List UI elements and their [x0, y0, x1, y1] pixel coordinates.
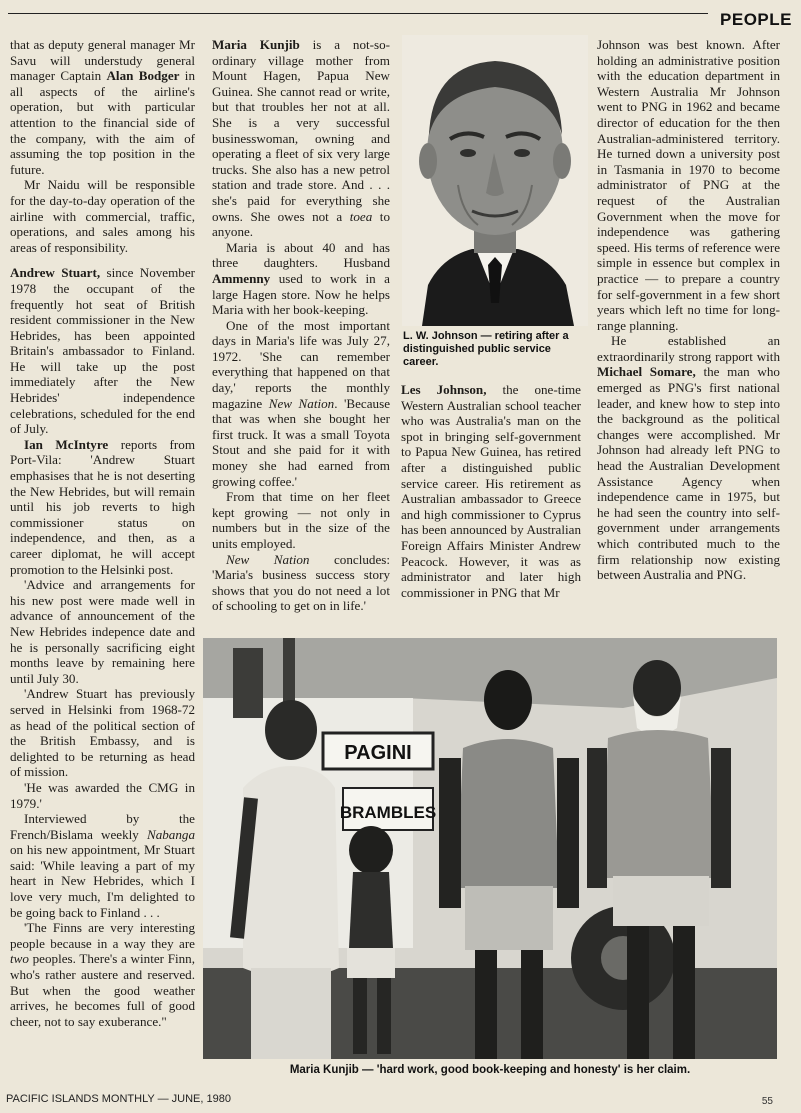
person-name: Alan Bodger [106, 68, 180, 84]
column-3 [401, 382, 581, 626]
person-name: Maria Kunjib [212, 37, 300, 52]
paragraph: 'He was awarded the CMG in 1979.' [10, 779, 195, 811]
person-name: Ian McIntyre [24, 436, 109, 452]
paragraph: Maria Kunjib is a not-so-ordinary village mother from Mount Hagen, Papua New Guinea. She cannot read or write, but that troubles her not at all. She is a very successful businesswoman, owning and operating a fleet of six very large trucks. She also has a new petrol station and trade store. And . . . she's paid for everything she owns. She owes not a toea to anyone. [212, 37, 390, 240]
paragraph: From that time on her fleet kept growing — not only in numbers but in the size of the units employed. [212, 489, 390, 551]
publication-name: New Nation [226, 551, 310, 567]
paragraph: 'The Finns are very interesting people because in a way they are two peoples. There's a winter Finn, who's rather austere and reserved. But when the good weather arrives, he becomes full of good cheer, not to say exuberance." [10, 920, 195, 1029]
column-2 [212, 37, 390, 623]
column-1 [10, 37, 195, 1072]
paragraph: New Nation concludes: 'Maria's business success story shows that you do not need a lot of schooling to get on in life.' [212, 551, 390, 614]
group-photo-illustration [203, 638, 777, 1059]
paragraph: Andrew Stuart, since November 1978 the occupant of the frequently hot seat of British resident commissioner in the New Hebrides, has been appointed Britain's ambassador to Finland. He will take up the post immediately after the New Hebrides' independence celebrations, scheduled for the end of July. [10, 265, 195, 437]
person-name: Les Johnson, [401, 382, 487, 397]
portrait-caption: L. W. Johnson — retiring after a distinguished public service career. [403, 330, 569, 368]
paragraph: He established an extraordinarily strong rapport with Michael Somare, the man who emerged as PNG's first national leader, and knew how to step into the background as the political changes were accomplished. Mr Johnson had already left PNG to head the Australian Development Assistance Agency when independence came in 1975, but he had seen the country into self-government under arrangements which contributed much to the firm relationship now existing between Australia and PNG. [597, 333, 780, 583]
publication-footer: PACIFIC ISLANDS MONTHLY — JUNE, 1980 [6, 1093, 231, 1105]
paragraph: Johnson was best known. After holding an administrative position with the education department in Western Australia Mr Johnson went to PNG in 1962 and became director of education for the then Australian-administered territory. He turned down a university post in Tasmania in 1970 to become administrator of PNG at the request of the Australian Government when the move for independence was gathering speed. His terms of reference were simple in essence but complex in practice — to prepare a country for self-government in a few short years which left no time for long-range planning. [597, 37, 780, 333]
paragraph: that as deputy general manager Mr Savu will understudy general manager Captain Alan Bodger in all aspects of the airline's operation, but with particular attention to the financial side of the company, with the aim of assuming the top position in the future. [10, 37, 195, 177]
publication-name: New Nation [268, 395, 335, 411]
portrait-illustration [402, 35, 588, 326]
paragraph: Mr Naidu will be responsible for the day-to-day operation of the airline with commercial, traffic, operations, and sales among his areas of responsibility. [10, 177, 195, 255]
portrait-photo [402, 35, 588, 326]
paragraph: 'Advice and arrangements for his new post were made well in advance of announcement of the New Hebrides indepence date and he is personally sacrificing eight months leave by remaining here until July 30. [10, 577, 195, 686]
paragraph: 'Andrew Stuart has previously served in Helsinki from 1968-72 as head of the political section of the British Embassy, and is delighted to be returning as head of mission. [10, 686, 195, 780]
section-label: PEOPLE [720, 10, 792, 29]
truck-sign-line2: BRAMBLES [339, 803, 437, 822]
paragraph: Interviewed by the French/Bislama weekly Nabanga on his new appointment, Mr Stuart said: 'While leaving a part of my heart in New Hebrides, which I love very much, I'm delighted to be going back to Finland . . . [10, 811, 195, 920]
photo-caption: Maria Kunjib — 'hard work, good book-keeping and honesty' is her claim. [289, 1064, 691, 1076]
person-name: Ammenny [212, 270, 271, 286]
paragraph: Ian McIntyre reports from Port-Vila: 'Andrew Stuart emphasises that he is not deserting the New Hebrides, but will remain until his job reverts to high commissioner status on independence, and then, as a career diplomat, he will accept promotion to the Helsinki post. [10, 436, 195, 577]
person-name: Michael Somare, [597, 364, 696, 380]
paragraph: Les Johnson, the one-time Western Australian school teacher who was Australia's man on the spot in bringing self-government to Papua New Guinea, has retired after a distinguished public service career. His retirement as Australian ambassador to Greece and high commissioner to Cyprus has been announced by Australian Foreign Affairs Minister Andrew Peacock. However, it was as administrator and later high commissioner in PNG that Mr [401, 382, 581, 600]
paragraph: Maria is about 40 and has three daughters. Husband Ammenny used to work in a large Hagen store. Now he helps Maria with her book-keeping. [212, 239, 390, 318]
page-number: 55 [761, 1096, 773, 1107]
column-4 [597, 37, 780, 627]
paragraph: One of the most important days in Maria's life was July 27, 1972. 'She can remember everything that happened on that day,' reports the monthly magazine New Nation. 'Because that was when she bought her first truck. It was a small Toyota Stout and she paid for it with money she had earned from growing coffee.' [212, 317, 390, 489]
publication-name: Nabanga [146, 826, 195, 842]
group-photo [203, 638, 777, 1059]
header-rule [8, 13, 708, 14]
truck-sign-line1: PAGINI [344, 742, 412, 764]
person-name: Andrew Stuart, [10, 265, 101, 281]
